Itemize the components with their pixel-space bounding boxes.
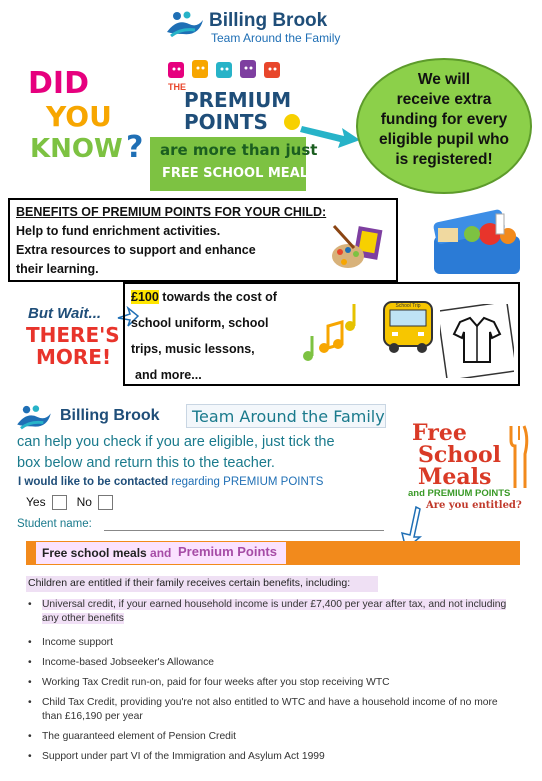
- banner-fsm: [42, 546, 171, 560]
- list-item: [26, 750, 520, 764]
- bubble-line: We will: [417, 71, 471, 88]
- more-than-text: are more than just: [160, 141, 318, 159]
- section2-logo: [12, 404, 392, 432]
- music-notes-icon: [302, 296, 374, 366]
- contact-rest: regarding PREMIUM POINTS: [168, 476, 324, 488]
- no-label: No: [76, 495, 92, 509]
- header-org-name: Billing Brook: [209, 10, 328, 31]
- student-name-label: Student name:: [17, 518, 92, 530]
- help-line-1: can help you check if you are eligible, just tick the: [17, 434, 335, 450]
- lunchbox-icon: [428, 206, 528, 278]
- bubble-line: eligible pupil who: [378, 131, 510, 148]
- bubble-line: funding for every: [380, 111, 508, 128]
- list-item-text: Universal credit, if your earned household income is under £7,400 per year after tax, and not including any other benefits: [42, 599, 507, 624]
- yes-label: Yes: [26, 495, 46, 509]
- art-the: THE: [168, 82, 186, 92]
- fork-knife-icon: [508, 424, 530, 490]
- list-item: [26, 676, 520, 690]
- list-item: [26, 656, 520, 670]
- fsm-and-premium: and PREMIUM POINTS: [408, 488, 511, 499]
- offer-line-3: trips, music lessons,: [131, 342, 255, 356]
- dyk-you: YOU: [46, 100, 112, 133]
- contact-bold: I would like to be contacted: [18, 476, 169, 488]
- family-logo-icon: [12, 404, 56, 432]
- more-than-meals-panel: [150, 137, 324, 191]
- arrow-right-icon: [300, 118, 362, 150]
- student-name-field[interactable]: [104, 530, 384, 531]
- bus-sign: School Trip: [395, 303, 421, 309]
- list-item-text: Income support: [42, 637, 113, 648]
- contact-line: [18, 476, 323, 488]
- list-item: [26, 730, 520, 744]
- section2-org-name: Billing Brook: [60, 407, 160, 424]
- fsm-meals: Meals: [418, 464, 492, 490]
- list-item: [26, 636, 520, 650]
- dyk-did: DID: [28, 66, 89, 101]
- did-you-know-graphic: [28, 66, 148, 176]
- family-logo-icon: [165, 10, 205, 40]
- benefit-line: Help to fund enrichment activities.: [16, 224, 221, 238]
- list-item-text: Support under part VI of the Immigration and Asylum Act 1999: [42, 751, 325, 762]
- no-checkbox[interactable]: [98, 495, 113, 510]
- eligibility-list: [26, 598, 520, 764]
- offer-line-1: [131, 290, 277, 304]
- bubble-line: is registered!: [395, 151, 493, 168]
- section2-tagline: Team Around the Family: [192, 407, 385, 426]
- art-points: POINTS: [184, 110, 268, 134]
- list-item-text: Child Tax Credit, providing you're not also entitled to WTC and have a household income of no more than £16,190 per year: [42, 697, 498, 722]
- school-bus-icon: [380, 296, 436, 356]
- offer-line-2: school uniform, school: [131, 316, 269, 330]
- but-wait-line2: THERE'S: [26, 323, 120, 347]
- premium-points-art: [160, 60, 305, 135]
- list-item-text: Income-based Jobseeker's Allowance: [42, 657, 214, 668]
- but-wait-line3: MORE!: [36, 345, 112, 369]
- eligibility-intro: Children are entitled if their family receives certain benefits, including:: [28, 577, 351, 589]
- school-shirt-icon: [440, 304, 514, 378]
- free-school-meals-text: FREE SCHOOL MEALS!: [162, 166, 324, 181]
- bubble-line: receive extra: [396, 91, 492, 108]
- fsm-school: School: [418, 442, 501, 468]
- yes-checkbox[interactable]: [52, 495, 67, 510]
- header-tagline: Team Around the Family: [211, 31, 341, 45]
- but-wait-graphic: [24, 305, 120, 375]
- section2-tagline-box: [186, 404, 386, 428]
- but-wait-line1: But Wait...: [28, 305, 102, 322]
- offer-amount: £100: [131, 290, 159, 304]
- list-item: [26, 696, 520, 724]
- dyk-question: ?: [126, 130, 144, 165]
- fsm-are-you-entitled: Are you entitled?: [426, 500, 522, 511]
- benefit-line: their learning.: [16, 262, 99, 276]
- dyk-know: KNOW: [30, 134, 123, 164]
- banner-and: and: [146, 546, 172, 560]
- list-item-text: The guaranteed element of Pension Credit: [42, 731, 237, 742]
- banner-premium: Premium Points: [178, 544, 277, 559]
- benefits-title: BENEFITS OF PREMIUM POINTS FOR YOUR CHILD:: [16, 205, 327, 219]
- benefit-line: Extra resources to support and enhance: [16, 243, 256, 257]
- list-item-text: Working Tax Credit run-on, paid for four weeks after you stop receiving WTC: [42, 677, 390, 688]
- offer-line-1-text: towards the cost of: [158, 290, 277, 304]
- offer-line-4: and more...: [135, 368, 202, 382]
- funding-bubble-text: [360, 70, 528, 170]
- help-line-2: box below and return this to the teacher.: [17, 455, 275, 471]
- fsm-free: Free: [412, 420, 467, 446]
- banner-fsm-text: Free school meals: [42, 546, 147, 560]
- list-item: [26, 598, 520, 626]
- header-logo: [165, 8, 350, 45]
- yes-no-options: [26, 495, 123, 510]
- art-premium: PREMIUM: [184, 88, 292, 112]
- art-palette-icon: [330, 222, 386, 272]
